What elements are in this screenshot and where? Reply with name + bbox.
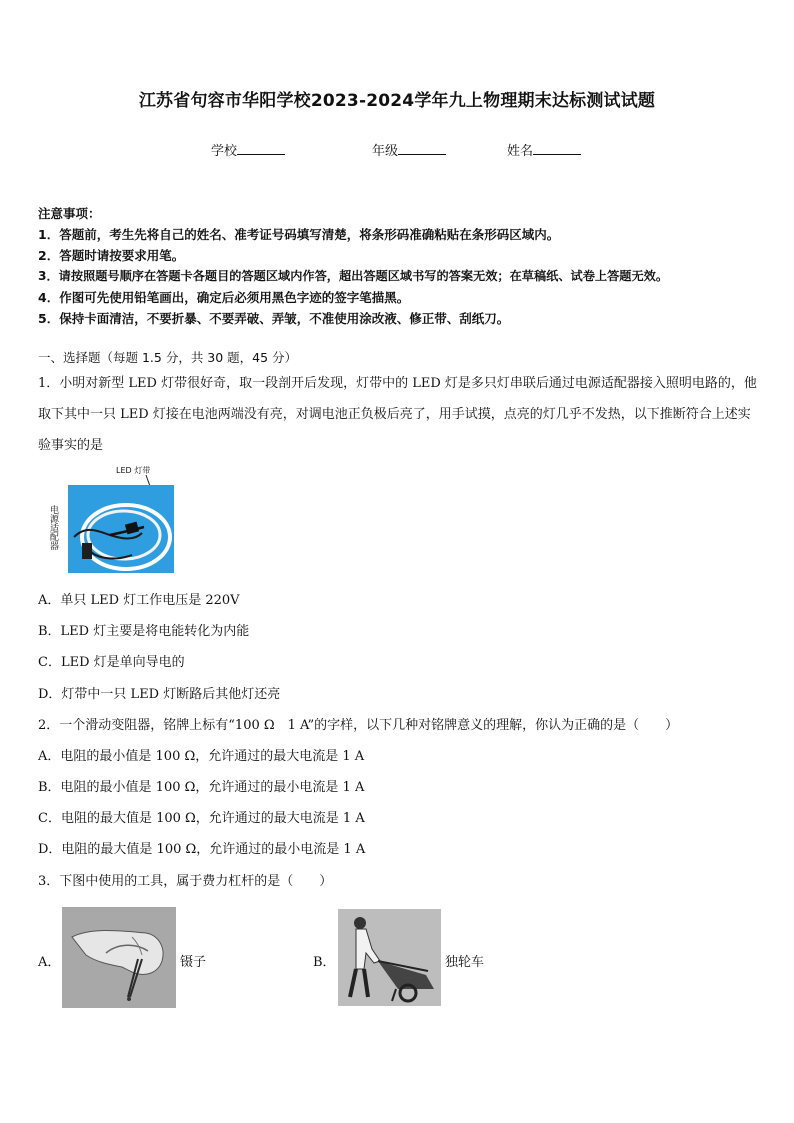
name-label: 姓名 [507, 144, 534, 159]
notes-heading: 注意事项： [38, 206, 101, 221]
grade-field [372, 140, 446, 159]
q2-option-c: C．电阻的最大值是 100 Ω，允许通过的最大电流是 1 A [38, 811, 365, 826]
q2-option-d: D．电阻的最大值是 100 Ω，允许通过的最小电流是 1 A [38, 842, 366, 857]
q1-option-a: A．单只 LED 灯工作电压是 220V [38, 593, 240, 608]
question-1-stem: 1．小明对新型 LED 灯带很好奇，取一段剖开后发现，灯带中的 LED 灯是多只灯串联后通过电源适配器接入照明电路的，他取下其中一只 LED 灯接在电池两端没有亮，对调电池正负极后亮了，用手试摸，点亮的灯几乎不发热，以下推断符合上述实验事实的是 [38, 376, 757, 453]
q2-option-a: A．电阻的最小值是 100 Ω，允许通过的最大电流是 1 A [38, 749, 365, 764]
q1-option-d: D．灯带中一只 LED 灯断路后其他灯还亮 [38, 687, 281, 702]
q2-option-b: B．电阻的最小值是 100 Ω，允许通过的最小电流是 1 A [38, 780, 365, 795]
adapter-label: 电源适配器 [48, 505, 58, 550]
note-item: 2．答题时请按要求用笔。 [38, 248, 185, 263]
led-strip-photo [68, 485, 174, 573]
name-field [507, 140, 581, 159]
q3-choice-b-name: 独轮车 [445, 955, 485, 970]
school-label: 学校 [211, 144, 238, 159]
question-2-stem: 2．一个滑动变阻器，铭牌上标有“100 Ω 1 A”的字样，以下几种对铭牌意义的理解，你认为正确的是（ ） [38, 718, 679, 733]
q1-option-b: B．LED 灯主要是将电能转化为内能 [38, 624, 250, 639]
school-blank [237, 142, 285, 155]
name-blank [533, 142, 581, 155]
section-heading: 一、选择题（每题 1.5 分，共 30 题，45 分） [38, 350, 298, 365]
q1-option-c: C．LED 灯是单向导电的 [38, 655, 185, 670]
q3-choice-a-name: 镊子 [180, 955, 207, 970]
note-item: 3．请按照题号顺序在答题卡各题目的答题区域内作答，超出答题区域书写的答案无效；在草稿纸、试卷上答题无效。 [38, 269, 669, 283]
tweezers-photo [62, 907, 176, 1008]
q3-choice-a-letter: A． [38, 955, 61, 970]
note-item: 5．保持卡面清洁，不要折暴、不要弄破、弄皱，不准使用涂改液、修正带、刮纸刀。 [38, 311, 510, 326]
question-3-stem: 3．下图中使用的工具，属于费力杠杆的是（ ） [38, 874, 333, 889]
wheelbarrow-photo [338, 909, 441, 1006]
note-item: 4．作图可先使用铅笔画出，确定后必须用黑色字迹的签字笔描黑。 [38, 290, 410, 305]
grade-blank [398, 142, 446, 155]
note-item: 1．答题前，考生先将自己的姓名、准考证号码填写清楚，将条形码准确粘贴在条形码区域内。 [38, 227, 560, 242]
school-field [211, 140, 285, 159]
student-info-fields [0, 140, 794, 160]
notes-block [38, 203, 768, 329]
led-strip-figure [48, 463, 178, 575]
q3-choice-b-letter: B． [313, 955, 336, 970]
led-strip-label: LED 灯带 [116, 466, 151, 475]
grade-label: 年级 [372, 144, 399, 159]
page-title: 江苏省句容市华阳学校2023-2024学年九上物理期末达标测试试题 [138, 91, 656, 111]
